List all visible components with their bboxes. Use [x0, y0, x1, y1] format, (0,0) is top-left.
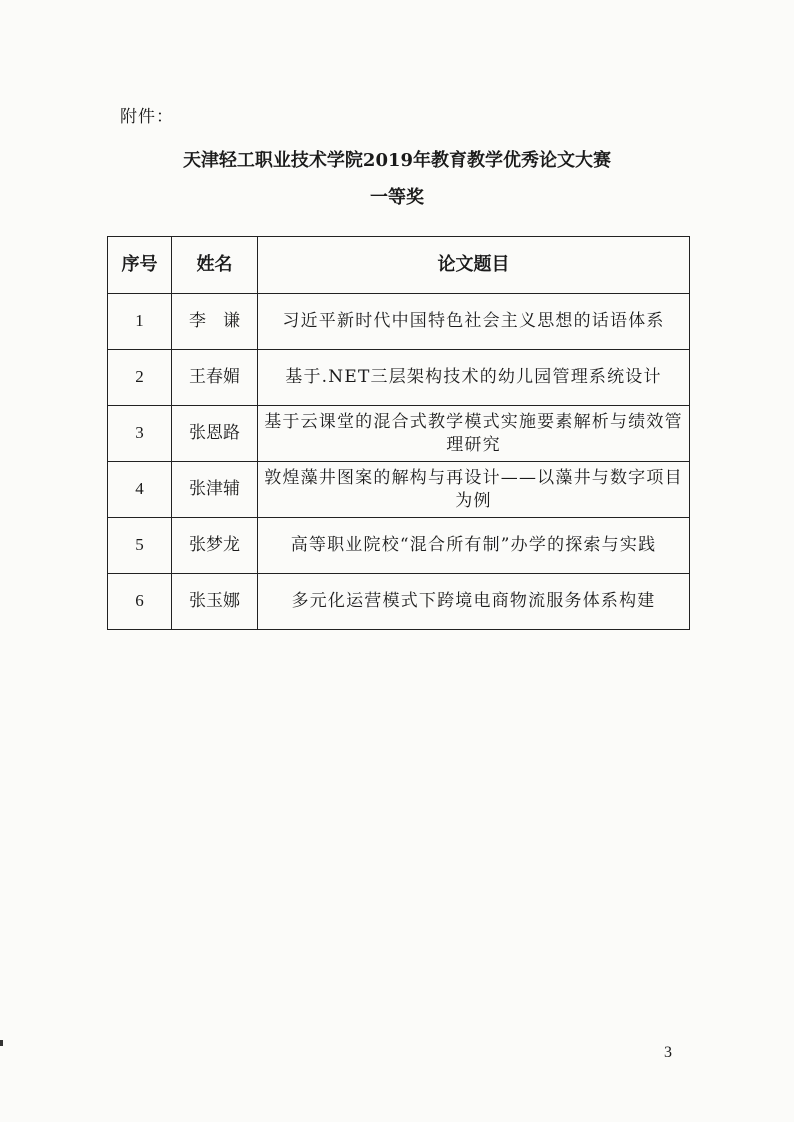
header-serial-number: 序号 [108, 237, 172, 294]
document-title: 天津轻工职业技术学院2019年教育教学优秀论文大赛 [182, 150, 612, 171]
paper-title: 基于云课堂的混合式教学模式实施要素解析与绩效管理研究 [258, 406, 690, 462]
row-number: 2 [108, 350, 172, 406]
row-number: 6 [108, 574, 172, 630]
table-row [108, 462, 690, 518]
row-number: 4 [108, 462, 172, 518]
scan-artifact-mark [0, 1040, 3, 1046]
paper-title: 多元化运营模式下跨境电商物流服务体系构建 [258, 574, 690, 630]
table-row [108, 294, 690, 350]
table-row [108, 574, 690, 630]
author-name: 王春媚 [172, 350, 258, 406]
award-level-title: 一等奖 [370, 187, 424, 208]
award-table [107, 236, 690, 630]
author-name: 张恩路 [172, 406, 258, 462]
author-name: 张玉娜 [172, 574, 258, 630]
author-name: 张梦龙 [172, 518, 258, 574]
author-name: 张津辅 [172, 462, 258, 518]
page-number: 3 [664, 1044, 672, 1061]
header-paper-title: 论文题目 [258, 237, 690, 294]
paper-title: 基于.NET三层架构技术的幼儿园管理系统设计 [258, 350, 690, 406]
paper-title: 高等职业院校“混合所有制”办学的探索与实践 [258, 518, 690, 574]
author-name: 李 谦 [172, 294, 258, 350]
row-number: 5 [108, 518, 172, 574]
annex-label: 附件： [120, 107, 174, 127]
header-name: 姓名 [172, 237, 258, 294]
row-number: 1 [108, 294, 172, 350]
table-row [108, 350, 690, 406]
row-number: 3 [108, 406, 172, 462]
table-header-row [108, 237, 690, 294]
paper-title: 敦煌藻井图案的解构与再设计——以藻井与数字项目为例 [258, 462, 690, 518]
table-row [108, 518, 690, 574]
paper-title: 习近平新时代中国特色社会主义思想的话语体系 [258, 294, 690, 350]
table-row [108, 406, 690, 462]
